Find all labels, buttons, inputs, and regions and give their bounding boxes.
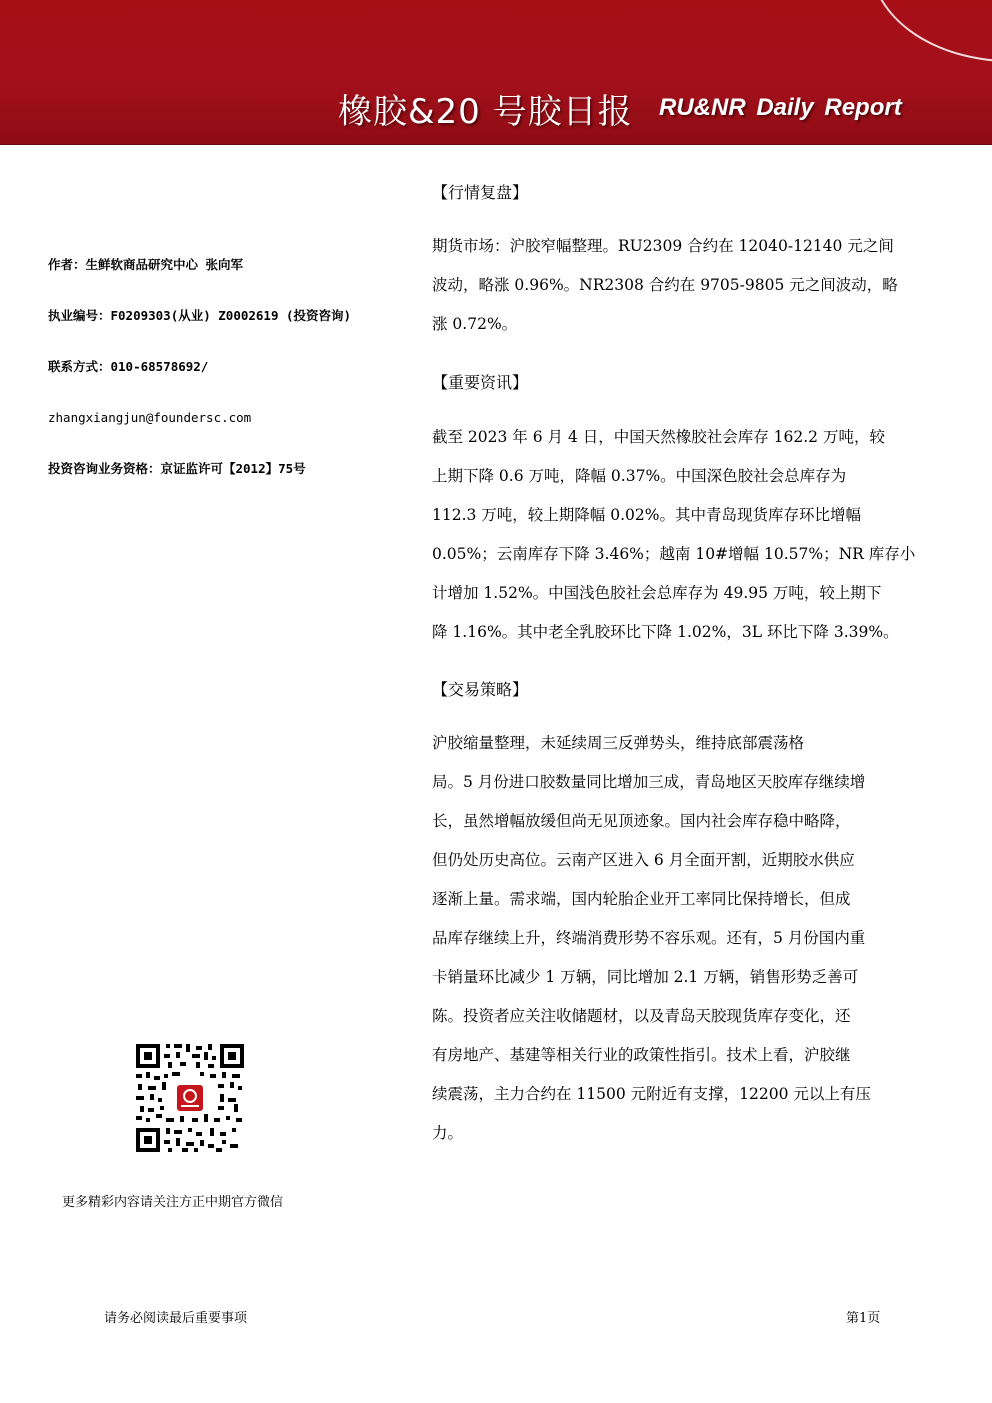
strategy-paragraph xyxy=(432,724,948,1153)
paragraph-line: 涨 0.72%。 xyxy=(432,315,518,333)
author-contact: 联系方式：010-68578692/ xyxy=(48,359,209,374)
report-header-band xyxy=(0,0,992,145)
paragraph-line: 截至 2023 年 6 月 4 日，中国天然橡胶社会库存 162.2 万吨，较 xyxy=(432,428,885,446)
header-decorative-curve xyxy=(870,0,992,62)
paragraph-line: 沪胶缩量整理，未延续周三反弹势头，维持底部震荡格 xyxy=(432,734,805,752)
news-paragraph xyxy=(432,418,948,652)
author-qualification: 投资咨询业务资格：京证监许可【2012】75号 xyxy=(48,461,306,476)
report-title-en: RU&NR Daily Report xyxy=(659,94,902,121)
paragraph-line: 上期下降 0.6 万吨，降幅 0.37%。中国深色胶社会总库存为 xyxy=(432,467,847,485)
wechat-qr-code xyxy=(134,1042,246,1154)
section-heading-strategy: 【交易策略】 xyxy=(432,680,529,699)
paragraph-line: 有房地产、基建等相关行业的政策性指引。技术上看，沪胶继 xyxy=(432,1046,851,1064)
paragraph-line: 波动，略涨 0.96%。NR2308 合约在 9705-9805 元之间波动，略 xyxy=(432,276,898,294)
paragraph-line: 品库存继续上升，终端消费形势不容乐观。还有，5 月份国内重 xyxy=(432,929,866,947)
paragraph-line: 期货市场：沪胶窄幅整理。RU2309 合约在 12040-12140 元之间 xyxy=(432,237,894,255)
paragraph-line: 0.05%；云南库存下降 3.46%；越南 10#增幅 10.57%；NR 库存小 xyxy=(432,545,916,563)
paragraph-line: 逐渐上量。需求端，国内轮胎企业开工率同比保持增长，但成 xyxy=(432,890,851,908)
paragraph-line: 112.3 万吨，较上期降幅 0.02%。其中青岛现货库存环比增幅 xyxy=(432,506,861,524)
paragraph-line: 局。5 月份进口胶数量同比增加三成，青岛地区天胶库存继续增 xyxy=(432,773,866,791)
paragraph-line: 但仍处历史高位。云南产区进入 6 月全面开割，近期胶水供应 xyxy=(432,851,855,869)
paragraph-line: 续震荡，主力合约在 11500 元附近有支撑，12200 元以上有压 xyxy=(432,1085,871,1103)
author-email[interactable]: zhangxiangjun@foundersc.com xyxy=(48,410,252,425)
qr-code-icon xyxy=(134,1042,246,1154)
paragraph-line: 计增加 1.52%。中国浅色胶社会总库存为 49.95 万吨，较上期下 xyxy=(432,584,882,602)
section-heading-market: 【行情复盘】 xyxy=(432,183,529,202)
paragraph-line: 陈。投资者应关注收储题材，以及青岛天胶现货库存变化，还 xyxy=(432,1007,851,1025)
page-number: 第1页 xyxy=(846,1311,881,1326)
paragraph-line: 卡销量环比减少 1 万辆，同比增加 2.1 万辆，销售形势乏善可 xyxy=(432,968,859,986)
author-license: 执业编号：F0209303(从业) Z0002619 (投资咨询) xyxy=(48,308,352,323)
paragraph-line: 力。 xyxy=(432,1124,464,1142)
report-title-cn: 橡胶&20 号胶日报 xyxy=(338,92,633,132)
market-review-paragraph xyxy=(432,227,948,344)
author-info xyxy=(48,256,408,511)
footer-notice: 请务必阅读最后重要事项 xyxy=(104,1311,248,1326)
qr-caption: 更多精彩内容请关注方正中期官方微信 xyxy=(62,1195,284,1210)
paragraph-line: 长，虽然增幅放缓但尚无见顶迹象。国内社会库存稳中略降， xyxy=(432,812,851,830)
section-heading-news: 【重要资讯】 xyxy=(432,373,529,392)
paragraph-line: 降 1.16%。其中老全乳胶环比下降 1.02%，3L 环比下降 3.39%。 xyxy=(432,623,899,641)
author-name: 作者：生鲜软商品研究中心 张向军 xyxy=(48,257,244,272)
